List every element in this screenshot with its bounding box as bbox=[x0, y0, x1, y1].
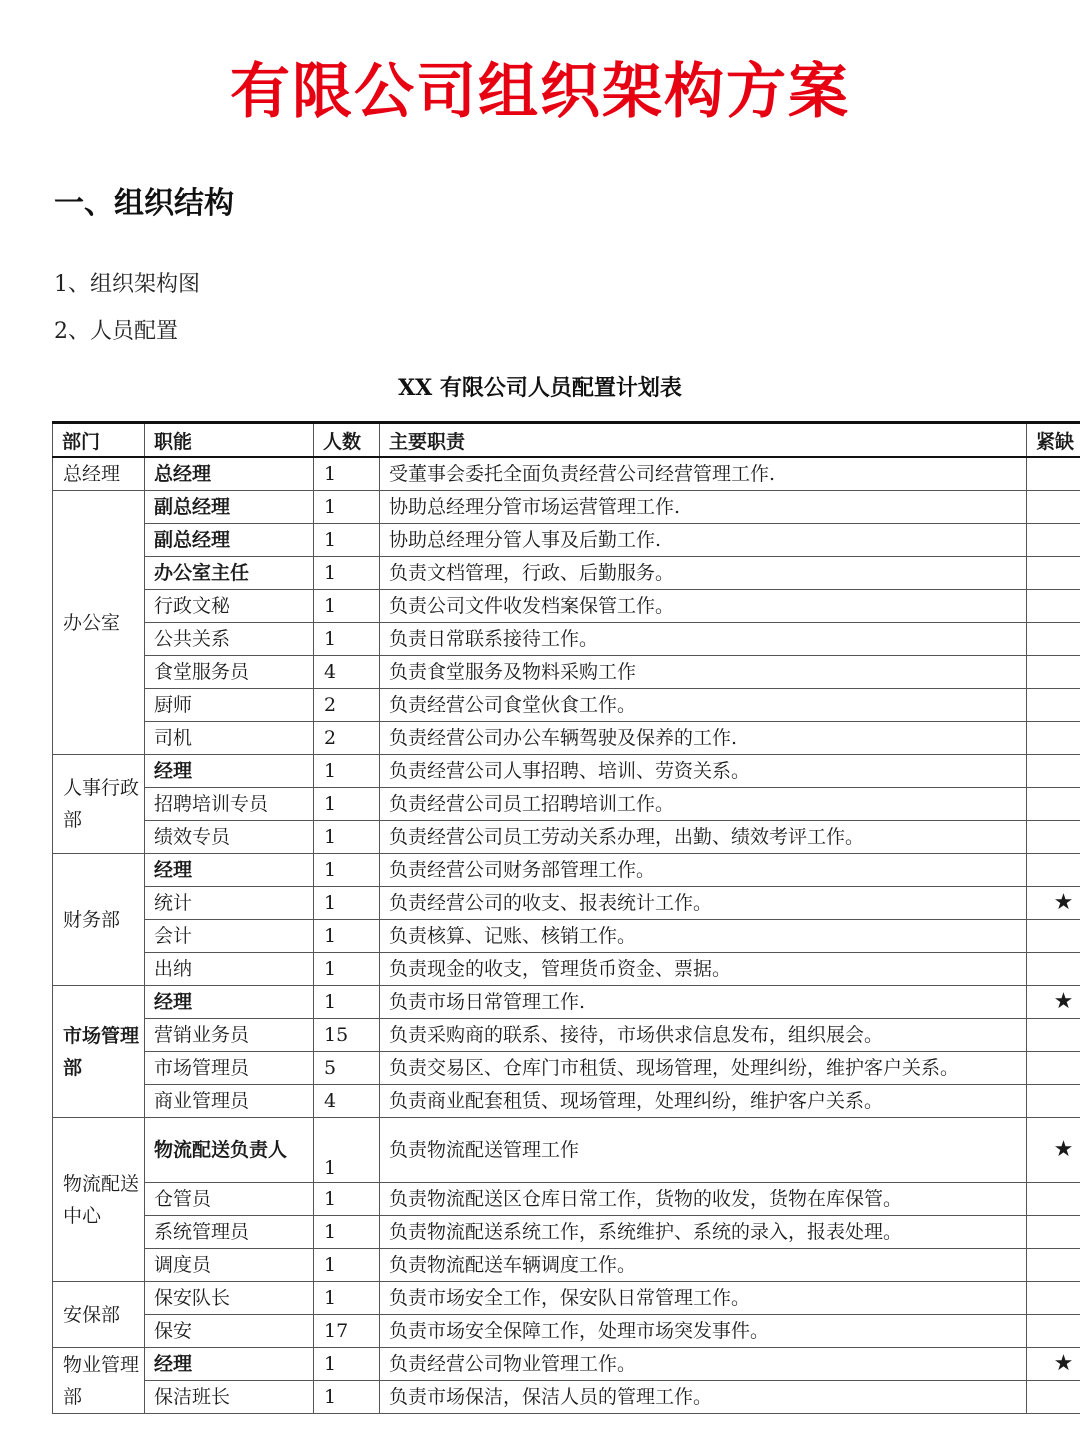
table-row bbox=[53, 722, 1080, 755]
urgent-cell bbox=[1027, 1118, 1080, 1183]
role-cell: 市场管理员 bbox=[145, 1052, 314, 1085]
star-icon: ★ bbox=[1053, 1137, 1074, 1162]
count-cell: 1 bbox=[314, 623, 380, 656]
duty-cell: 负责经营公司物业管理工作。 bbox=[380, 1348, 1027, 1381]
duty-cell: 负责食堂服务及物料采购工作 bbox=[380, 656, 1027, 689]
urgent-cell bbox=[1027, 590, 1080, 623]
duty-cell: 负责经营公司财务部管理工作。 bbox=[380, 854, 1027, 887]
role-cell: 保洁班长 bbox=[145, 1381, 314, 1414]
count-cell: 1 bbox=[314, 1216, 380, 1249]
urgent-cell bbox=[1027, 457, 1080, 491]
urgent-cell bbox=[1027, 722, 1080, 755]
duty-cell: 负责采购商的联系、接待，市场供求信息发布，组织展会。 bbox=[380, 1019, 1027, 1052]
urgent-cell bbox=[1027, 524, 1080, 557]
urgent-cell bbox=[1027, 953, 1080, 986]
role-cell: 仓管员 bbox=[145, 1183, 314, 1216]
count-cell: 1 bbox=[314, 491, 380, 524]
count-cell: 1 bbox=[314, 821, 380, 854]
role-cell: 办公室主任 bbox=[145, 557, 314, 590]
table-row bbox=[53, 821, 1080, 854]
table-row bbox=[53, 1085, 1080, 1118]
duty-cell: 负责经营公司办公车辆驾驶及保养的工作. bbox=[380, 722, 1027, 755]
dept-cell: 安保部 bbox=[53, 1282, 145, 1348]
role-cell: 经理 bbox=[145, 755, 314, 788]
star-icon: ★ bbox=[1053, 890, 1074, 915]
count-cell: 2 bbox=[314, 722, 380, 755]
table-row bbox=[53, 590, 1080, 623]
urgent-cell bbox=[1027, 1282, 1080, 1315]
table-row bbox=[53, 491, 1080, 524]
role-cell: 物流配送负责人 bbox=[145, 1118, 314, 1183]
role-cell: 经理 bbox=[145, 986, 314, 1019]
table-row bbox=[53, 623, 1080, 656]
role-cell: 保安队长 bbox=[145, 1282, 314, 1315]
count-cell: 17 bbox=[314, 1315, 380, 1348]
count-cell: 5 bbox=[314, 1052, 380, 1085]
table-row bbox=[53, 953, 1080, 986]
header-duty: 主要职责 bbox=[380, 423, 1027, 458]
urgent-cell bbox=[1027, 1249, 1080, 1282]
duty-cell: 受董事会委托全面负责经营公司经营管理工作. bbox=[380, 457, 1027, 491]
count-cell: 1 bbox=[314, 986, 380, 1019]
duty-cell: 负责物流配送车辆调度工作。 bbox=[380, 1249, 1027, 1282]
table-row bbox=[53, 524, 1080, 557]
table-row bbox=[53, 755, 1080, 788]
urgent-cell bbox=[1027, 1348, 1080, 1381]
duty-cell: 负责文档管理，行政、后勤服务。 bbox=[380, 557, 1027, 590]
role-cell: 出纳 bbox=[145, 953, 314, 986]
urgent-cell bbox=[1027, 623, 1080, 656]
role-cell: 商业管理员 bbox=[145, 1085, 314, 1118]
table-row bbox=[53, 557, 1080, 590]
count-cell: 1 bbox=[314, 1249, 380, 1282]
role-cell: 厨师 bbox=[145, 689, 314, 722]
count-cell: 1 bbox=[314, 887, 380, 920]
table-row bbox=[53, 1019, 1080, 1052]
header-count: 人数 bbox=[314, 423, 380, 458]
table-row bbox=[53, 656, 1080, 689]
dept-cell: 财务部 bbox=[53, 854, 145, 986]
section-heading: 一、组织结构 bbox=[54, 186, 234, 221]
duty-cell: 负责经营公司员工招聘培训工作。 bbox=[380, 788, 1027, 821]
duty-cell: 负责经营公司的收支、报表统计工作。 bbox=[380, 887, 1027, 920]
table-row bbox=[53, 986, 1080, 1019]
count-cell: 1 bbox=[314, 457, 380, 491]
table-row bbox=[53, 1216, 1080, 1249]
duty-cell: 负责公司文件收发档案保管工作。 bbox=[380, 590, 1027, 623]
role-cell: 招聘培训专员 bbox=[145, 788, 314, 821]
role-cell: 副总经理 bbox=[145, 491, 314, 524]
list-item-org-chart: 1、组织架构图 bbox=[54, 272, 200, 297]
page-title: 有限公司组织架构方案 bbox=[230, 57, 850, 127]
role-cell: 经理 bbox=[145, 854, 314, 887]
urgent-cell bbox=[1027, 854, 1080, 887]
count-cell: 1 bbox=[314, 1348, 380, 1381]
duty-cell: 负责物流配送区仓库日常工作，货物的收发，货物在库保管。 bbox=[380, 1183, 1027, 1216]
count-cell: 4 bbox=[314, 1085, 380, 1118]
star-icon: ★ bbox=[1053, 989, 1074, 1014]
header-dept: 部门 bbox=[53, 423, 145, 458]
role-cell: 总经理 bbox=[145, 457, 314, 491]
table-row bbox=[53, 854, 1080, 887]
urgent-cell bbox=[1027, 1381, 1080, 1414]
dept-cell: 市场管理部 bbox=[53, 986, 145, 1118]
header-urgent: 紧缺 bbox=[1027, 423, 1080, 458]
urgent-cell bbox=[1027, 821, 1080, 854]
role-cell: 统计 bbox=[145, 887, 314, 920]
role-cell: 公共关系 bbox=[145, 623, 314, 656]
duty-cell: 负责核算、记账、核销工作。 bbox=[380, 920, 1027, 953]
role-cell: 经理 bbox=[145, 1348, 314, 1381]
role-cell: 食堂服务员 bbox=[145, 656, 314, 689]
table-caption: XX 有限公司人员配置计划表 bbox=[398, 375, 682, 401]
count-cell: 1 bbox=[314, 1118, 380, 1183]
count-cell: 1 bbox=[314, 1183, 380, 1216]
urgent-cell bbox=[1027, 491, 1080, 524]
duty-cell: 协助总经理分管人事及后勤工作. bbox=[380, 524, 1027, 557]
urgent-cell bbox=[1027, 1315, 1080, 1348]
table-row bbox=[53, 1118, 1080, 1183]
table-header-row bbox=[53, 423, 1080, 458]
duty-cell: 负责经营公司人事招聘、培训、劳资关系。 bbox=[380, 755, 1027, 788]
role-cell: 绩效专员 bbox=[145, 821, 314, 854]
urgent-cell bbox=[1027, 986, 1080, 1019]
table-row bbox=[53, 920, 1080, 953]
table-row bbox=[53, 1348, 1080, 1381]
duty-cell: 负责日常联系接待工作。 bbox=[380, 623, 1027, 656]
urgent-cell bbox=[1027, 557, 1080, 590]
table-row bbox=[53, 788, 1080, 821]
urgent-cell bbox=[1027, 656, 1080, 689]
role-cell: 会计 bbox=[145, 920, 314, 953]
count-cell: 1 bbox=[314, 590, 380, 623]
count-cell: 1 bbox=[314, 755, 380, 788]
table-row bbox=[53, 457, 1080, 491]
count-cell: 1 bbox=[314, 524, 380, 557]
table-row bbox=[53, 689, 1080, 722]
urgent-cell bbox=[1027, 1052, 1080, 1085]
duty-cell: 负责交易区、仓库门市租赁、现场管理，处理纠纷，维护客户关系。 bbox=[380, 1052, 1027, 1085]
duty-cell: 负责市场安全工作，保安队日常管理工作。 bbox=[380, 1282, 1027, 1315]
urgent-cell bbox=[1027, 887, 1080, 920]
duty-cell: 负责物流配送管理工作 bbox=[380, 1118, 1027, 1183]
dept-cell: 办公室 bbox=[53, 491, 145, 755]
duty-cell: 协助总经理分管市场运营管理工作. bbox=[380, 491, 1027, 524]
table-row bbox=[53, 1249, 1080, 1282]
star-icon: ★ bbox=[1053, 1351, 1074, 1376]
count-cell: 4 bbox=[314, 656, 380, 689]
role-cell: 副总经理 bbox=[145, 524, 314, 557]
duty-cell: 负责商业配套租赁、现场管理，处理纠纷，维护客户关系。 bbox=[380, 1085, 1027, 1118]
duty-cell: 负责市场日常管理工作. bbox=[380, 986, 1027, 1019]
staffing-table bbox=[52, 421, 1080, 1414]
count-cell: 1 bbox=[314, 1282, 380, 1315]
urgent-cell bbox=[1027, 1183, 1080, 1216]
dept-cell: 物业管理部 bbox=[53, 1348, 145, 1414]
table-row bbox=[53, 887, 1080, 920]
count-cell: 1 bbox=[314, 1381, 380, 1414]
role-cell: 营销业务员 bbox=[145, 1019, 314, 1052]
dept-cell: 总经理 bbox=[53, 457, 145, 491]
table-row bbox=[53, 1183, 1080, 1216]
dept-cell: 物流配送中心 bbox=[53, 1118, 145, 1282]
urgent-cell bbox=[1027, 788, 1080, 821]
count-cell: 1 bbox=[314, 557, 380, 590]
urgent-cell bbox=[1027, 920, 1080, 953]
role-cell: 调度员 bbox=[145, 1249, 314, 1282]
count-cell: 1 bbox=[314, 953, 380, 986]
urgent-cell bbox=[1027, 689, 1080, 722]
count-cell: 1 bbox=[314, 854, 380, 887]
count-cell: 1 bbox=[314, 788, 380, 821]
count-cell: 1 bbox=[314, 920, 380, 953]
role-cell: 保安 bbox=[145, 1315, 314, 1348]
urgent-cell bbox=[1027, 755, 1080, 788]
duty-cell: 负责经营公司员工劳动关系办理，出勤、绩效考评工作。 bbox=[380, 821, 1027, 854]
count-cell: 15 bbox=[314, 1019, 380, 1052]
role-cell: 司机 bbox=[145, 722, 314, 755]
role-cell: 行政文秘 bbox=[145, 590, 314, 623]
table-row bbox=[53, 1282, 1080, 1315]
urgent-cell bbox=[1027, 1085, 1080, 1118]
duty-cell: 负责现金的收支，管理货币资金、票据。 bbox=[380, 953, 1027, 986]
count-cell: 2 bbox=[314, 689, 380, 722]
duty-cell: 负责物流配送系统工作，系统维护、系统的录入，报表处理。 bbox=[380, 1216, 1027, 1249]
duty-cell: 负责市场安全保障工作，处理市场突发事件。 bbox=[380, 1315, 1027, 1348]
table-row bbox=[53, 1052, 1080, 1085]
header-role: 职能 bbox=[145, 423, 314, 458]
table-row bbox=[53, 1381, 1080, 1414]
duty-cell: 负责市场保洁，保洁人员的管理工作。 bbox=[380, 1381, 1027, 1414]
table-row bbox=[53, 1315, 1080, 1348]
urgent-cell bbox=[1027, 1019, 1080, 1052]
dept-cell: 人事行政部 bbox=[53, 755, 145, 854]
urgent-cell bbox=[1027, 1216, 1080, 1249]
role-cell: 系统管理员 bbox=[145, 1216, 314, 1249]
list-item-staffing: 2、人员配置 bbox=[54, 319, 178, 344]
duty-cell: 负责经营公司食堂伙食工作。 bbox=[380, 689, 1027, 722]
